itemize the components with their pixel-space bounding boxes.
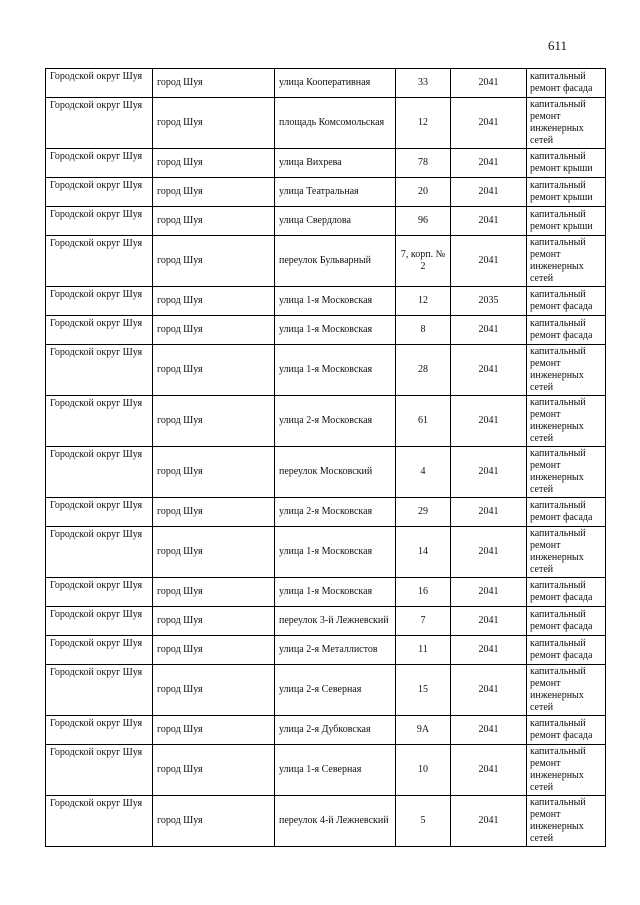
street-cell: улица 1-я Московская xyxy=(275,527,396,578)
city-cell: город Шуя xyxy=(153,796,275,847)
city-cell: город Шуя xyxy=(153,98,275,149)
year-cell: 2041 xyxy=(451,345,527,396)
house-cell: 12 xyxy=(396,287,451,316)
city-cell: город Шуя xyxy=(153,607,275,636)
city-cell: город Шуя xyxy=(153,316,275,345)
table-row xyxy=(46,796,606,847)
street-cell: улица 2-я Московская xyxy=(275,396,396,447)
house-cell: 20 xyxy=(396,178,451,207)
district-cell: Городской округ Шуя xyxy=(46,345,153,396)
street-cell: улица 1-я Северная xyxy=(275,745,396,796)
house-cell: 7 xyxy=(396,607,451,636)
district-cell: Городской округ Шуя xyxy=(46,498,153,527)
work-type-cell: капитальный ремонт фасада xyxy=(527,716,606,745)
year-cell: 2041 xyxy=(451,149,527,178)
house-cell: 96 xyxy=(396,207,451,236)
table-row xyxy=(46,527,606,578)
street-cell: улица 1-я Московская xyxy=(275,287,396,316)
work-type-cell: капитальный ремонт инженерных сетей xyxy=(527,745,606,796)
house-cell: 11 xyxy=(396,636,451,665)
house-cell: 8 xyxy=(396,316,451,345)
table-row xyxy=(46,607,606,636)
house-cell: 9А xyxy=(396,716,451,745)
city-cell: город Шуя xyxy=(153,396,275,447)
city-cell: город Шуя xyxy=(153,287,275,316)
house-cell: 4 xyxy=(396,447,451,498)
city-cell: город Шуя xyxy=(153,447,275,498)
table-row xyxy=(46,98,606,149)
year-cell: 2041 xyxy=(451,236,527,287)
table-row xyxy=(46,578,606,607)
work-type-cell: капитальный ремонт инженерных сетей xyxy=(527,796,606,847)
table-row xyxy=(46,716,606,745)
city-cell: город Шуя xyxy=(153,578,275,607)
street-cell: переулок Бульварный xyxy=(275,236,396,287)
city-cell: город Шуя xyxy=(153,745,275,796)
district-cell: Городской округ Шуя xyxy=(46,665,153,716)
work-type-cell: капитальный ремонт инженерных сетей xyxy=(527,527,606,578)
district-cell: Городской округ Шуя xyxy=(46,636,153,665)
table-row xyxy=(46,149,606,178)
year-cell: 2041 xyxy=(451,447,527,498)
work-type-cell: капитальный ремонт инженерных сетей xyxy=(527,236,606,287)
street-cell: переулок 4-й Лежневский xyxy=(275,796,396,847)
table-row xyxy=(46,345,606,396)
work-type-cell: капитальный ремонт фасада xyxy=(527,498,606,527)
work-type-cell: капитальный ремонт фасада xyxy=(527,69,606,98)
district-cell: Городской округ Шуя xyxy=(46,796,153,847)
street-cell: улица 1-я Московская xyxy=(275,578,396,607)
table-row xyxy=(46,665,606,716)
street-cell: улица 2-я Дубковская xyxy=(275,716,396,745)
street-cell: улица 2-я Металлистов xyxy=(275,636,396,665)
district-cell: Городской округ Шуя xyxy=(46,178,153,207)
work-type-cell: капитальный ремонт крыши xyxy=(527,178,606,207)
house-cell: 14 xyxy=(396,527,451,578)
table-row xyxy=(46,178,606,207)
table-row xyxy=(46,236,606,287)
street-cell: улица 2-я Московская xyxy=(275,498,396,527)
street-cell: улица 1-я Московская xyxy=(275,345,396,396)
table-row xyxy=(46,69,606,98)
year-cell: 2041 xyxy=(451,69,527,98)
work-type-cell: капитальный ремонт крыши xyxy=(527,207,606,236)
table-row xyxy=(46,636,606,665)
work-type-cell: капитальный ремонт крыши xyxy=(527,149,606,178)
house-cell: 78 xyxy=(396,149,451,178)
street-cell: улица Кооперативная xyxy=(275,69,396,98)
work-type-cell: капитальный ремонт фасада xyxy=(527,578,606,607)
house-cell: 33 xyxy=(396,69,451,98)
house-cell: 7, корп. № 2 xyxy=(396,236,451,287)
year-cell: 2041 xyxy=(451,665,527,716)
house-cell: 15 xyxy=(396,665,451,716)
year-cell: 2041 xyxy=(451,578,527,607)
year-cell: 2041 xyxy=(451,498,527,527)
work-type-cell: капитальный ремонт фасада xyxy=(527,316,606,345)
district-cell: Городской округ Шуя xyxy=(46,316,153,345)
table-row xyxy=(46,745,606,796)
district-cell: Городской округ Шуя xyxy=(46,207,153,236)
work-type-cell: капитальный ремонт фасада xyxy=(527,607,606,636)
street-cell: улица Свердлова xyxy=(275,207,396,236)
year-cell: 2041 xyxy=(451,98,527,149)
work-type-cell: капитальный ремонт фасада xyxy=(527,636,606,665)
street-cell: улица Вихрева xyxy=(275,149,396,178)
district-cell: Городской округ Шуя xyxy=(46,69,153,98)
house-cell: 12 xyxy=(396,98,451,149)
city-cell: город Шуя xyxy=(153,69,275,98)
district-cell: Городской округ Шуя xyxy=(46,287,153,316)
house-cell: 29 xyxy=(396,498,451,527)
district-cell: Городской округ Шуя xyxy=(46,716,153,745)
district-cell: Городской округ Шуя xyxy=(46,396,153,447)
year-cell: 2041 xyxy=(451,636,527,665)
district-cell: Городской округ Шуя xyxy=(46,607,153,636)
district-cell: Городской округ Шуя xyxy=(46,236,153,287)
house-cell: 5 xyxy=(396,796,451,847)
city-cell: город Шуя xyxy=(153,178,275,207)
city-cell: город Шуя xyxy=(153,665,275,716)
table-row xyxy=(46,447,606,498)
district-cell: Городской округ Шуя xyxy=(46,98,153,149)
district-cell: Городской округ Шуя xyxy=(46,578,153,607)
year-cell: 2041 xyxy=(451,178,527,207)
street-cell: переулок 3-й Лежневский xyxy=(275,607,396,636)
work-type-cell: капитальный ремонт фасада xyxy=(527,287,606,316)
district-cell: Городской округ Шуя xyxy=(46,527,153,578)
table-row xyxy=(46,396,606,447)
work-type-cell: капитальный ремонт инженерных сетей xyxy=(527,665,606,716)
city-cell: город Шуя xyxy=(153,149,275,178)
year-cell: 2035 xyxy=(451,287,527,316)
city-cell: город Шуя xyxy=(153,345,275,396)
table-row xyxy=(46,498,606,527)
district-cell: Городской округ Шуя xyxy=(46,447,153,498)
street-cell: улица Театральная xyxy=(275,178,396,207)
street-cell: площадь Комсомольская xyxy=(275,98,396,149)
year-cell: 2041 xyxy=(451,396,527,447)
table-row xyxy=(46,316,606,345)
city-cell: город Шуя xyxy=(153,498,275,527)
street-cell: улица 1-я Московская xyxy=(275,316,396,345)
city-cell: город Шуя xyxy=(153,236,275,287)
district-cell: Городской округ Шуя xyxy=(46,745,153,796)
year-cell: 2041 xyxy=(451,207,527,236)
table-row xyxy=(46,287,606,316)
city-cell: город Шуя xyxy=(153,527,275,578)
year-cell: 2041 xyxy=(451,607,527,636)
year-cell: 2041 xyxy=(451,796,527,847)
work-type-cell: капитальный ремонт инженерных сетей xyxy=(527,447,606,498)
housing-repair-table xyxy=(45,68,606,847)
city-cell: город Шуя xyxy=(153,207,275,236)
year-cell: 2041 xyxy=(451,716,527,745)
city-cell: город Шуя xyxy=(153,716,275,745)
house-cell: 28 xyxy=(396,345,451,396)
work-type-cell: капитальный ремонт инженерных сетей xyxy=(527,345,606,396)
district-cell: Городской округ Шуя xyxy=(46,149,153,178)
street-cell: переулок Московский xyxy=(275,447,396,498)
house-cell: 10 xyxy=(396,745,451,796)
year-cell: 2041 xyxy=(451,527,527,578)
city-cell: город Шуя xyxy=(153,636,275,665)
house-cell: 16 xyxy=(396,578,451,607)
table-row xyxy=(46,207,606,236)
year-cell: 2041 xyxy=(451,745,527,796)
work-type-cell: капитальный ремонт инженерных сетей xyxy=(527,98,606,149)
year-cell: 2041 xyxy=(451,316,527,345)
house-cell: 61 xyxy=(396,396,451,447)
work-type-cell: капитальный ремонт инженерных сетей xyxy=(527,396,606,447)
page-number: 611 xyxy=(548,38,568,53)
street-cell: улица 2-я Северная xyxy=(275,665,396,716)
